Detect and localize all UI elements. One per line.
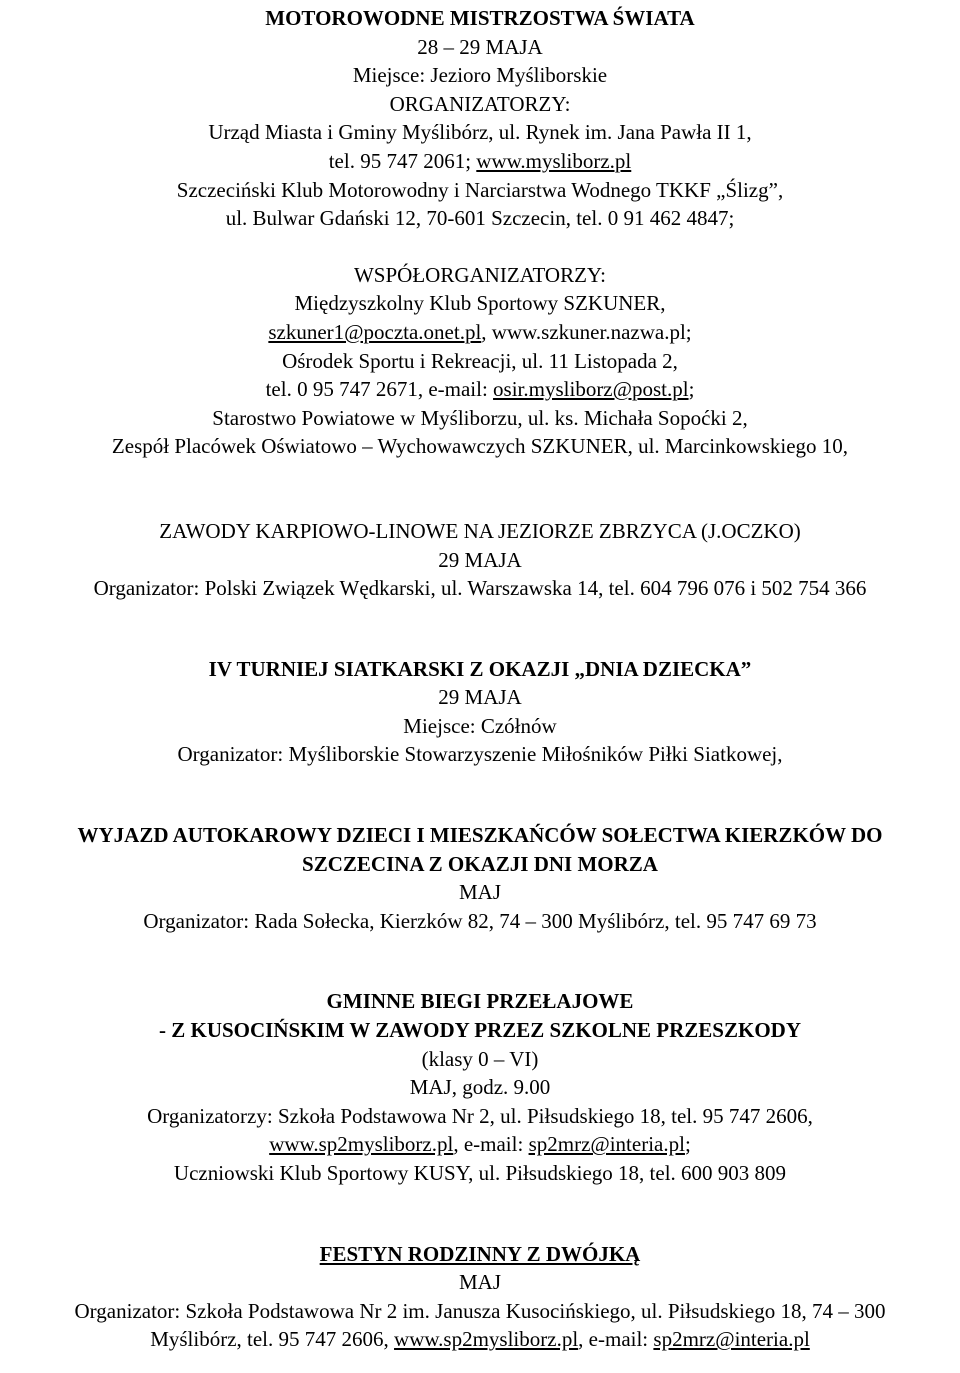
event-place: Miejsce: Jezioro Myśliborskie xyxy=(352,63,608,88)
coorganizer-text: Starostwo Powiatowe w Myśliborzu, ul. ks. Michała Sopoćki 2, xyxy=(212,405,748,430)
organizer-text xyxy=(0,147,960,176)
organizer-text: Organizator: Polski Związek Wędkarski, ul. Warszawska 14, tel. 604 796 076 i 502 754 366 xyxy=(93,576,867,601)
website-text: , www.szkuner.nazwa.pl; xyxy=(481,319,692,344)
organizer-text xyxy=(0,1325,960,1354)
organizer-text: Organizator: Myśliborskie Stowarzyszenie Miłośników Piłki Siatkowej, xyxy=(177,742,783,767)
event-date: 29 MAJA xyxy=(438,547,522,572)
coorganizers-label: WSPÓŁORGANIZATORZY: xyxy=(353,262,607,287)
organizer-text: Uczniowski Klub Sportowy KUSY, ul. Piłsudskiego 18, tel. 600 903 809 xyxy=(173,1161,787,1185)
email-label: , e-mail: xyxy=(453,1132,529,1157)
event-title: SZCZECINA Z OKAZJI DNI MORZA xyxy=(302,851,658,876)
organizer-text: Szczeciński Klub Motorowodny i Narciarstwa Wodnego TKKF „Ślizg”, xyxy=(176,177,784,202)
event-subtitle: - Z KUSOCIŃSKIM W ZAWODY PRZEZ SZKOLNE PRZESZKODY xyxy=(159,1018,801,1043)
organizer-phone: tel. 95 747 2061; xyxy=(328,148,477,173)
event-classes: (klasy 0 – VI) xyxy=(421,1046,539,1071)
event-fishing-contest xyxy=(0,517,960,603)
email-link[interactable]: osir.mysliborz@post.pl xyxy=(493,377,689,402)
event-volleyball-tournament xyxy=(0,655,960,769)
event-title: GMINNE BIEGI PRZEŁAJOWE xyxy=(326,989,634,1014)
event-title: WYJAZD AUTOKAROWY DZIECI I MIESZKAŃCÓW SOŁECTWA KIERZKÓW DO xyxy=(77,823,883,848)
organizer-text xyxy=(0,1130,960,1159)
event-title: FESTYN RODZINNY Z DWÓJKĄ xyxy=(319,1241,641,1266)
coorganizer-text: Międzyszkolny Klub Sportowy SZKUNER, xyxy=(294,291,666,316)
organizer-text: Organizatorzy: Szkoła Podstawowa Nr 2, ul. Piłsudskiego 18, tel. 95 747 2606, xyxy=(147,1103,813,1128)
coorganizer-phone: tel. 0 95 747 2671, e-mail: xyxy=(265,377,494,402)
website-link[interactable]: www.mysliborz.pl xyxy=(476,148,632,173)
event-date: MAJ xyxy=(458,1270,501,1295)
organizer-text: Organizator: Rada Sołecka, Kierzków 82, 74 – 300 Myślibórz, tel. 95 747 69 73 xyxy=(143,908,817,933)
email-link[interactable]: sp2mrz@interia.pl xyxy=(653,1327,810,1352)
organizers-label: ORGANIZATORZY: xyxy=(389,91,571,116)
organizer-text: Urząd Miasta i Gminy Myślibórz, ul. Rynek im. Jana Pawła II 1, xyxy=(208,120,752,145)
event-date: MAJ xyxy=(458,880,501,905)
coorganizer-text xyxy=(0,375,960,404)
coorganizer-text xyxy=(0,318,960,347)
event-title: MOTOROWODNE MISTRZOSTWA ŚWIATA xyxy=(265,6,695,30)
organizer-text: ul. Bulwar Gdański 12, 70-601 Szczecin, tel. 0 91 462 4847; xyxy=(225,206,735,231)
website-link[interactable]: www.sp2mysliborz.pl xyxy=(394,1327,579,1352)
coorganizer-text: Zespół Placówek Oświatowo – Wychowawczych SZKUNER, ul. Marcinkowskiego 10, xyxy=(111,434,849,459)
email-link[interactable]: sp2mrz@interia.pl xyxy=(528,1132,685,1157)
organizer-text: Organizator: Szkoła Podstawowa Nr 2 im. Janusza Kusocińskiego, ul. Piłsudskiego 18, 74 – 300 xyxy=(74,1298,886,1323)
event-family-festival xyxy=(0,1240,960,1354)
event-title: ZAWODY KARPIOWO-LINOWE NA JEZIORZE ZBRZYCA (J.OCZKO) xyxy=(159,518,801,543)
event-bus-trip xyxy=(0,821,960,935)
event-date: 28 – 29 MAJA xyxy=(417,34,543,59)
event-motorboat-championship xyxy=(0,4,960,461)
organizer-phone: Myślibórz, tel. 95 747 2606, xyxy=(150,1327,395,1352)
event-place: Miejsce: Czółnów xyxy=(403,713,557,738)
punctuation: ; xyxy=(688,377,695,402)
email-label: , e-mail: xyxy=(578,1327,654,1352)
punctuation: ; xyxy=(684,1132,691,1157)
coorganizer-text: Ośrodek Sportu i Rekreacji, ul. 11 Listopada 2, xyxy=(282,348,678,373)
website-link[interactable]: www.sp2mysliborz.pl xyxy=(269,1132,454,1157)
event-cross-country-run xyxy=(0,987,960,1187)
event-date: 29 MAJA xyxy=(438,685,522,710)
event-date: MAJ, godz. 9.00 xyxy=(409,1075,551,1100)
email-link[interactable]: szkuner1@poczta.onet.pl xyxy=(268,319,482,344)
event-title: IV TURNIEJ SIATKARSKI Z OKAZJI „DNIA DZIECKA” xyxy=(208,656,752,681)
